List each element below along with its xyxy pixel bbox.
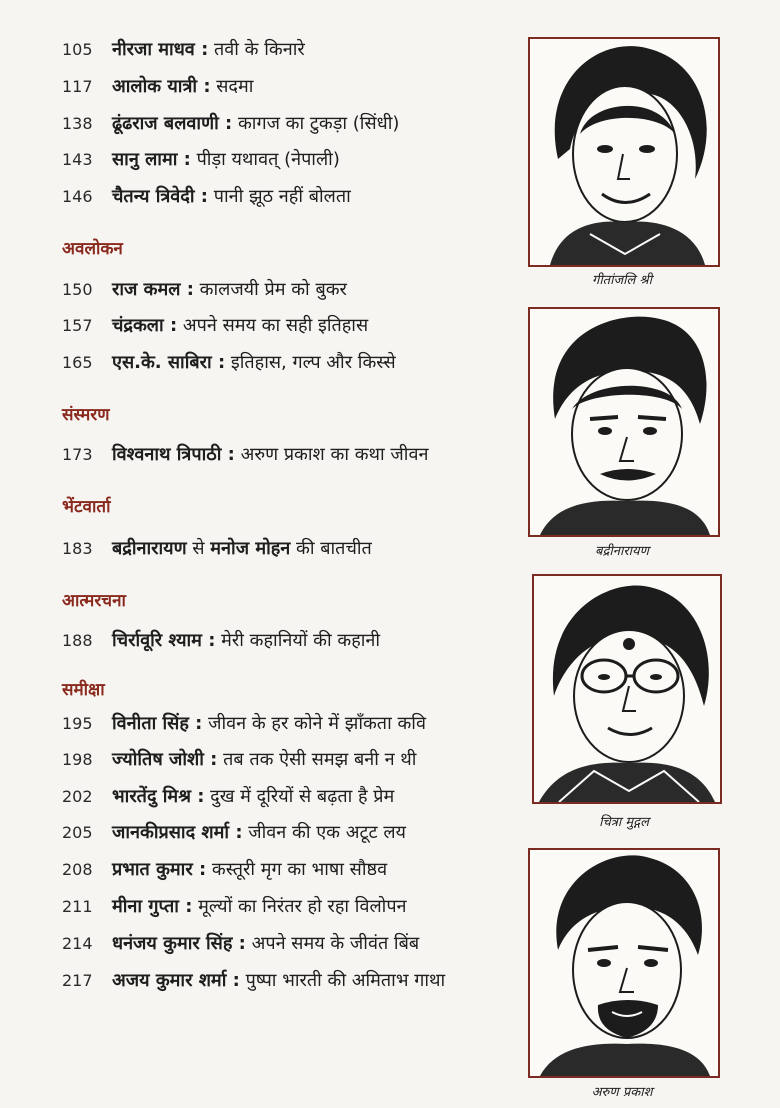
toc-entry bbox=[62, 746, 416, 774]
article-title: अपने समय का सही इतिहास bbox=[182, 315, 369, 336]
article-title: मूल्यों का निरंतर हो रहा विलोपन bbox=[198, 896, 407, 917]
toc-entry bbox=[62, 110, 399, 138]
toc-entry bbox=[62, 893, 407, 921]
page-number: 183 bbox=[62, 539, 93, 558]
toc-entry bbox=[62, 441, 428, 469]
article-title: जीवन के हर कोने में झाँकता कवि bbox=[208, 713, 426, 734]
author-name: विनीता सिंह : bbox=[112, 713, 203, 734]
author-name: विश्वनाथ त्रिपाठी : bbox=[112, 444, 235, 465]
author-name: बद्रीनारायण bbox=[112, 538, 187, 559]
author-name: राज कमल : bbox=[112, 279, 194, 300]
author-name: अजय कुमार शर्मा : bbox=[112, 970, 240, 991]
author-name: एस.के. साबिरा : bbox=[112, 352, 226, 373]
section-heading: भेंटवार्ता bbox=[62, 497, 111, 517]
page-number: 157 bbox=[62, 316, 93, 335]
page-number: 138 bbox=[62, 114, 93, 133]
author-name: प्रभात कुमार : bbox=[112, 859, 207, 880]
article-title: कालजयी प्रेम को बुकर bbox=[199, 279, 347, 300]
article-title: जीवन की एक अटूट लय bbox=[248, 822, 406, 843]
article-title: दुख में दूरियों से बढ़ता है प्रेम bbox=[210, 786, 395, 807]
page-number: 117 bbox=[62, 77, 93, 96]
author-name: सानु लामा : bbox=[112, 149, 191, 170]
page-number: 211 bbox=[62, 897, 93, 916]
toc-entry bbox=[62, 276, 347, 304]
page-number: 165 bbox=[62, 353, 93, 372]
author-name: चैतन्य त्रिवेदी : bbox=[112, 186, 208, 207]
toc-entry bbox=[62, 146, 340, 174]
page-number: 214 bbox=[62, 934, 93, 953]
article-title: मेरी कहानियों की कहानी bbox=[221, 630, 381, 651]
page-number: 146 bbox=[62, 187, 93, 206]
toc-entry bbox=[62, 535, 372, 563]
portrait-illustration bbox=[534, 576, 720, 802]
page-number: 195 bbox=[62, 714, 93, 733]
toc-entry bbox=[62, 967, 445, 995]
toc-entry bbox=[62, 36, 305, 64]
author-name: आलोक यात्री : bbox=[112, 76, 211, 97]
page-number: 105 bbox=[62, 40, 93, 59]
article-title: सदमा bbox=[216, 76, 254, 97]
author-name: धनंजय कुमार सिंह : bbox=[112, 933, 246, 954]
section-heading: संस्मरण bbox=[62, 405, 110, 425]
portrait-illustration bbox=[530, 39, 718, 265]
page-number: 143 bbox=[62, 150, 93, 169]
article-title: कागज का टुकड़ा (सिंधी) bbox=[237, 113, 400, 134]
author-name: चिर्रावूरि श्याम : bbox=[112, 630, 216, 651]
page-number: 202 bbox=[62, 787, 93, 806]
author-name: ढूंढराज बलवाणी : bbox=[112, 113, 233, 134]
portrait-sketch-1 bbox=[528, 37, 720, 267]
article-title: अरुण प्रकाश का कथा जीवन bbox=[240, 444, 429, 465]
toc-entry bbox=[62, 930, 419, 958]
author-name: नीरजा माधव : bbox=[112, 39, 209, 60]
author-name: मीना गुप्ता : bbox=[112, 896, 193, 917]
interviewer-name: मनोज मोहन bbox=[210, 538, 291, 559]
page-number: 205 bbox=[62, 823, 93, 842]
page-number: 208 bbox=[62, 860, 93, 879]
article-title: तवी के किनारे bbox=[214, 39, 305, 60]
article-title: इतिहास, गल्प और किस्से bbox=[230, 352, 396, 373]
article-title: की बातचीत bbox=[296, 538, 372, 559]
page-number: 217 bbox=[62, 971, 93, 990]
portrait-sketch-3 bbox=[532, 574, 722, 804]
article-title: अपने समय के जीवंत बिंब bbox=[251, 933, 420, 954]
section-heading: समीक्षा bbox=[62, 680, 105, 700]
article-title: तब तक ऐसी समझ बनी न थी bbox=[223, 749, 417, 770]
toc-entry bbox=[62, 783, 394, 811]
toc-entry bbox=[62, 856, 387, 884]
toc-entry bbox=[62, 819, 406, 847]
author-name: जानकीप्रसाद शर्मा : bbox=[112, 822, 243, 843]
section-heading: आत्मरचना bbox=[62, 591, 126, 611]
page-number: 173 bbox=[62, 445, 93, 464]
author-name: ज्योतिष जोशी : bbox=[112, 749, 218, 770]
toc-entry bbox=[62, 73, 253, 101]
toc-entry bbox=[62, 349, 396, 377]
article-title: पुष्पा भारती की अमिताभ गाथा bbox=[245, 970, 446, 991]
portrait-sketch-4 bbox=[528, 848, 720, 1078]
section-heading: अवलोकन bbox=[62, 239, 123, 259]
article-title: से bbox=[192, 538, 205, 559]
toc-entry bbox=[62, 183, 351, 211]
article-title: पानी झूठ नहीं बोलता bbox=[213, 186, 351, 207]
portrait-caption: चित्रा मुद्गल bbox=[599, 815, 649, 830]
portrait-illustration bbox=[530, 309, 718, 535]
portrait-illustration bbox=[530, 850, 718, 1076]
toc-entry bbox=[62, 312, 368, 340]
author-name: भारतेंदु मिश्र : bbox=[112, 786, 205, 807]
portrait-caption: अरुण प्रकाश bbox=[591, 1085, 653, 1100]
page-number: 198 bbox=[62, 750, 93, 769]
toc-entry bbox=[62, 710, 426, 738]
author-name: चंद्रकला : bbox=[112, 315, 178, 336]
portrait-caption: बद्रीनारायण bbox=[595, 544, 649, 559]
portrait-sketch-2 bbox=[528, 307, 720, 537]
page-number: 188 bbox=[62, 631, 93, 650]
article-title: पीड़ा यथावत् (नेपाली) bbox=[196, 149, 340, 170]
toc-entry bbox=[62, 627, 380, 655]
article-title: कस्तूरी मृग का भाषा सौष्ठव bbox=[211, 859, 388, 880]
page-number: 150 bbox=[62, 280, 93, 299]
portrait-caption: गीतांजलि श्री bbox=[592, 273, 652, 288]
